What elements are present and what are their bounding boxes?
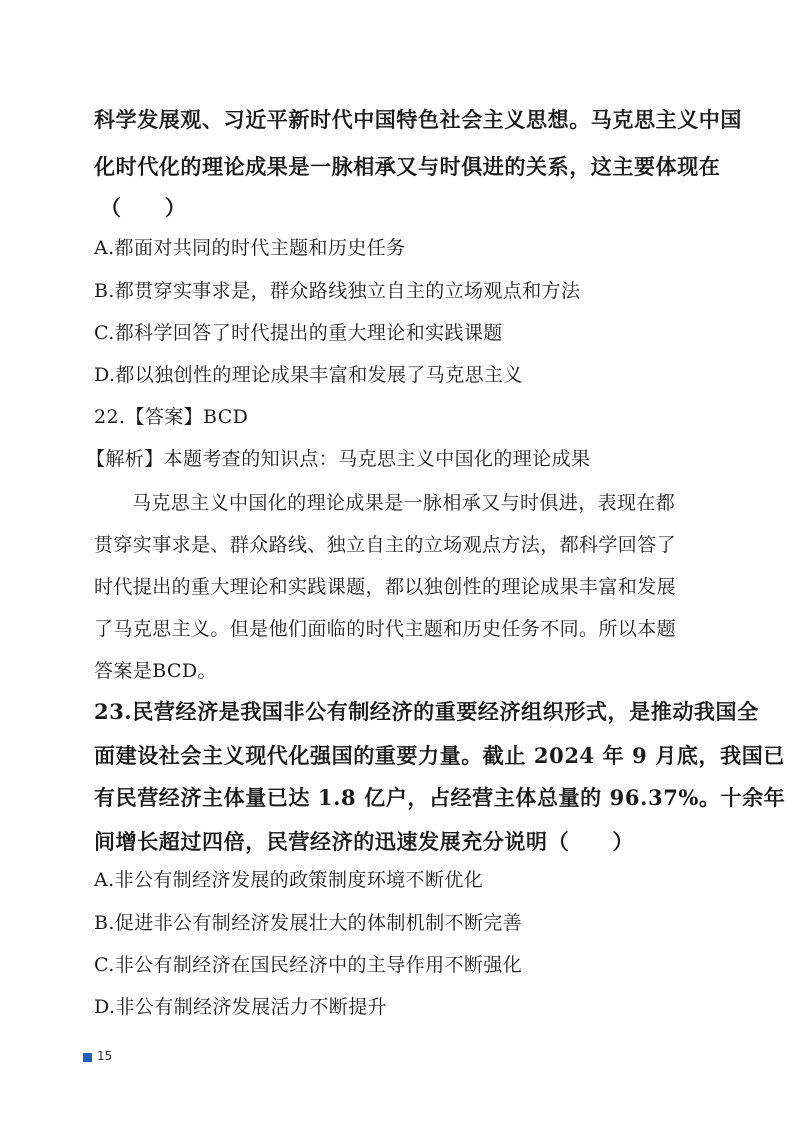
q23-option-a: A.非公有制经济发展的政策制度环境不断优化 <box>94 869 484 891</box>
q23-stem-line-3: 有民营经济主体量已达 1.8 亿户，占经营主体总量的 96.37%。十余年 <box>94 785 786 810</box>
q21-stem-line-2: 化时代化的理论成果是一脉相承又与时俱进的关系，这主要体现在 <box>94 154 721 179</box>
q21-stem-line-1: 科学发展观、习近平新时代中国特色社会主义思想。马克思主义中国 <box>94 107 742 132</box>
q23-stem-line-2: 面建设社会主义现代化强国的重要力量。截止 2024 年 9 月底，我国已 <box>94 743 785 768</box>
q21-option-c: C.都科学回答了时代提出的重大理论和实践课题 <box>94 322 503 344</box>
q23-option-c: C.非公有制经济在国民经济中的主导作用不断强化 <box>94 954 523 976</box>
explanation-line-4: 了马克思主义。但是他们面临的时代主题和历史任务不同。所以本题 <box>94 618 677 640</box>
q21-option-a: A.都面对共同的时代主题和历史任务 <box>94 237 406 259</box>
explanation-line-3: 时代提出的重大理论和实践课题，都以独创性的理论成果丰富和发展 <box>94 576 677 598</box>
q21-stem-line-3: （ ） <box>100 195 187 220</box>
explanation-line-1: 马克思主义中国化的理论成果是一脉相承又与时俱进，表现在都 <box>132 492 676 514</box>
explanation-line-2: 贯穿实事求是、群众路线、独立自主的立场观点方法，都科学回答了 <box>94 534 677 556</box>
q23-stem-line-4: 间增长超过四倍，民营经济的迅速发展充分说明（ ） <box>94 829 634 854</box>
q23-option-d: D.非公有制经济发展活力不断提升 <box>94 996 387 1018</box>
q23-stem-line-1: 23.民营经济是我国非公有制经济的重要经济组织形式，是推动我国全 <box>94 699 759 724</box>
page-number: 15 <box>97 1049 113 1063</box>
q21-option-b: B.都贯穿实事求是，群众路线独立自主的立场观点和方法 <box>94 280 581 302</box>
page-marker-square-icon <box>83 1053 92 1062</box>
q21-option-d: D.都以独创性的理论成果丰富和发展了马克思主义 <box>94 364 523 386</box>
q23-option-b: B.促进非公有制经济发展壮大的体制机制不断完善 <box>94 912 523 934</box>
answer-22-line: 22.【答案】BCD <box>94 406 249 428</box>
analysis-22-line: 【解析】本题考查的知识点：马克思主义中国化的理论成果 <box>86 448 591 470</box>
explanation-line-5: 答案是BCD。 <box>94 660 217 682</box>
